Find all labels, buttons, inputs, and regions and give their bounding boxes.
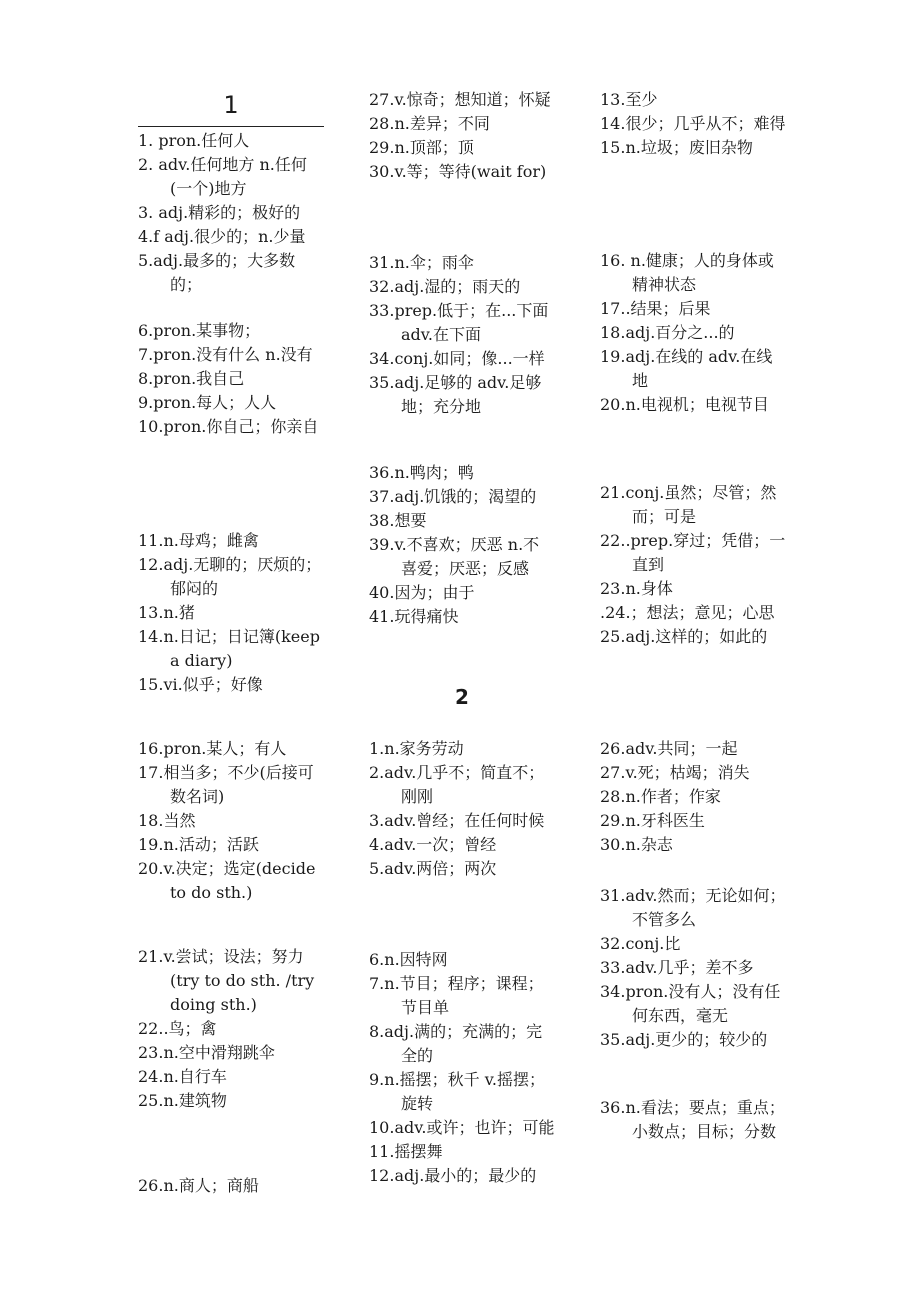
vocab-entry: 20.n.电视机；电视节目 [600, 395, 769, 414]
entry-group [369, 461, 555, 629]
vocab-entry: 29.n.顶部；顶 [369, 138, 474, 157]
vocab-entry: 36.n.鸭肉；鸭 [369, 463, 474, 482]
vocab-entry: 13.n.猪 [138, 603, 195, 622]
vocab-entry: 33.prep.低于；在...下面 adv.在下面 [369, 301, 549, 344]
vocab-entry: 8.pron.我自己 [138, 369, 245, 388]
entry-group [369, 737, 555, 881]
vocab-entry: .24.；想法；意见；心思 [600, 603, 775, 622]
entry-group [138, 529, 324, 697]
entry-group [138, 319, 324, 439]
vocab-entry: 21.conj.虽然；尽管；然而；可是 [600, 483, 777, 526]
vocab-entry: 3. adj.精彩的；极好的 [138, 203, 301, 222]
vocab-entry: 34.pron.没有人；没有任何东西，毫无 [600, 982, 781, 1025]
vocab-entry: 27.v.死；枯竭；消失 [600, 763, 750, 782]
vocab-entry: 19.adj.在线的 adv.在线地 [600, 347, 773, 390]
vocab-entry: 38.想要 [369, 511, 427, 530]
vocab-entry: 20.v.决定；选定(decide to do sth.) [138, 859, 316, 902]
vocab-entry: 27.v.惊奇；想知道；怀疑 [369, 90, 551, 109]
entry-group [600, 884, 786, 1052]
column-1 [138, 90, 324, 1195]
vocab-entry: 5.adj.最多的；大多数的； [138, 251, 296, 294]
vocab-entry: 14.n.日记；日记簿(keep a diary) [138, 627, 320, 670]
vocab-entry: 1.n.家务劳动 [369, 739, 464, 758]
vocab-entry: 17..结果；后果 [600, 299, 711, 318]
vocab-entry: 35.adj.更少的；较少的 [600, 1030, 768, 1049]
vocab-entry: 9.pron.每人；人人 [138, 393, 277, 412]
vocab-entry: 28.n.作者；作家 [600, 787, 721, 806]
vocab-entry: 32.adj.湿的；雨天的 [369, 277, 521, 296]
vocab-entry: 30.v.等；等待(wait for) [369, 162, 547, 181]
vocab-entry: 2.adv.几乎不；简直不；刚刚 [369, 763, 545, 806]
entry-group [369, 948, 555, 1188]
vocab-entry: 33.adv.几乎；差不多 [600, 958, 754, 977]
vocab-entry: 30.n.杂志 [600, 835, 673, 854]
unit-2-heading: 2 [455, 685, 469, 709]
vocab-entry: 15.n.垃圾；废旧杂物 [600, 138, 753, 157]
vocab-entry: 22..鸟；禽 [138, 1019, 217, 1038]
entry-group [138, 737, 324, 905]
vocab-entry: 18.当然 [138, 811, 196, 830]
vocab-entry: 22..prep.穿过；凭借；一直到 [600, 531, 786, 574]
vocab-entry: 32.conj.比 [600, 934, 681, 953]
vocab-entry: 7.pron.没有什么 n.没有 [138, 345, 313, 364]
vocab-entry: 5.adv.两倍；两次 [369, 859, 497, 878]
vocab-entry: 18.adj.百分之...的 [600, 323, 735, 342]
entry-group [138, 1174, 324, 1198]
entry-group [138, 129, 324, 297]
vocab-entry: 28.n.差异；不同 [369, 114, 490, 133]
vocab-entry: 29.n.牙科医生 [600, 811, 705, 830]
vocab-entry: 10.adv.或许；也许；可能 [369, 1118, 555, 1137]
vocab-entry: 31.adv.然而；无论如何；不管多么 [600, 886, 786, 929]
vocab-entry: 13.至少 [600, 90, 658, 109]
vocab-entry: 34.conj.如同；像...一样 [369, 349, 545, 368]
vocab-entry: 23.n.身体 [600, 579, 673, 598]
entry-group [138, 945, 324, 1113]
vocab-entry: 31.n.伞；雨伞 [369, 253, 474, 272]
vocab-entry: 10.pron.你自己；你亲自 [138, 417, 319, 436]
vocab-entry: 11.摇摆舞 [369, 1142, 443, 1161]
vocab-entry: 24.n.自行车 [138, 1067, 227, 1086]
vocab-entry: 9.n.摇摆；秋千 v.摇摆；旋转 [369, 1070, 545, 1113]
vocab-entry: 26.n.商人；商船 [138, 1176, 259, 1195]
vocab-entry: 37.adj.饥饿的；渴望的 [369, 487, 537, 506]
vocab-entry: 35.adj.足够的 adv.足够地；充分地 [369, 373, 542, 416]
entry-group [600, 88, 786, 160]
vocab-entry: 26.adv.共同；一起 [600, 739, 738, 758]
vocab-entry: 7.n.节目；程序；课程；节目单 [369, 974, 544, 1017]
vocab-entry: 1. pron.任何人 [138, 131, 250, 150]
vocab-entry: 17.相当多；不少(后接可数名词) [138, 763, 314, 806]
vocab-entry: 6.pron.某事物； [138, 321, 261, 340]
vocab-entry: 23.n.空中滑翔跳伞 [138, 1043, 275, 1062]
entry-group [369, 88, 555, 184]
vocab-entry: 11.n.母鸡；雌禽 [138, 531, 259, 550]
vocab-entry: 21.v.尝试；设法；努力(try to do sth. /try doing sth.) [138, 947, 315, 1014]
vocab-entry: 16.pron.某人；有人 [138, 739, 287, 758]
entry-group [369, 251, 555, 419]
vocab-entry: 8.adj.满的；充满的；完全的 [369, 1022, 543, 1065]
entry-group [600, 481, 786, 649]
vocab-entry: 3.adv.曾经；在任何时候 [369, 811, 545, 830]
vocab-entry: 15.vi.似乎；好像 [138, 675, 263, 694]
vocab-entry: 6.n.因特网 [369, 950, 448, 969]
vocab-entry: 25.adj.这样的；如此的 [600, 627, 768, 646]
vocab-entry: 16. n.健康；人的身体或精神状态 [600, 251, 774, 294]
vocab-entry: 19.n.活动；活跃 [138, 835, 259, 854]
entry-group [600, 1096, 786, 1144]
vocab-entry: 36.n.看法；要点；重点；小数点；目标；分数 [600, 1098, 785, 1141]
vocab-entry: 12.adj.无聊的；厌烦的；郁闷的 [138, 555, 322, 598]
unit-1-heading: 1 [138, 90, 324, 127]
vocab-entry: 14.很少；几乎从不；难得 [600, 114, 786, 133]
entry-group [600, 249, 786, 417]
vocab-entry: 2. adv.任何地方 n.任何(一个)地方 [138, 155, 307, 198]
vocab-entry: 12.adj.最小的；最少的 [369, 1166, 537, 1185]
vocab-entry: 4.f adj.很少的；n.少量 [138, 227, 306, 246]
entry-group [600, 737, 786, 857]
vocab-entry: 40.因为；由于 [369, 583, 475, 602]
vocab-entry: 39.v.不喜欢；厌恶 n.不喜爱；厌恶；反感 [369, 535, 540, 578]
vocab-entry: 41.玩得痛快 [369, 607, 459, 626]
vocab-entry: 4.adv.一次；曾经 [369, 835, 497, 854]
vocab-entry: 25.n.建筑物 [138, 1091, 227, 1110]
